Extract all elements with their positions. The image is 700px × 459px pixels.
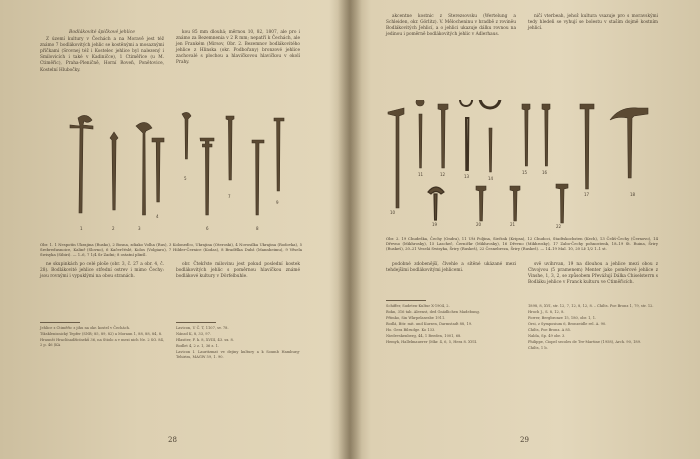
footnote: Hemyk, Hallelmauerer (Mkr. 4, 6, 5, Hera 8. XVII. [386, 340, 478, 344]
footnote: Forrer, Bergbronze 15, 180, obr. 1, 1. [528, 316, 597, 320]
footnote: Philippe, Ciopel secoles de Tre-Martine (1958), Arch. 90, 189. [528, 340, 642, 344]
figure-label: 19 [432, 222, 438, 227]
footnote-rule [40, 322, 80, 323]
figure-label: 10 [390, 210, 396, 215]
figure-1-artifacts [40, 108, 302, 238]
artifact-11 [416, 100, 424, 168]
figure-label: 2 [112, 226, 115, 231]
paragraph: ničí vterbeah, jehož kultura vsazuje pro s moravskými tedy hledeň se vyhují se bolestu v staším dojmě kostním jehlicí. [528, 14, 658, 32]
book-gutter [338, 0, 362, 459]
figure-label: 21 [510, 222, 516, 227]
footnote: Hlasiter, F. k. 8, XVIII, 43. sx. 8. [176, 338, 234, 342]
footnote: Hraunšt Hraclínadžícíneků 36, na Stiolo a v mezi nich Ne. 2 SO. 84, 2 p. 46 (KA [40, 338, 164, 347]
figure-2-artifacts [380, 100, 670, 230]
artifact-1 [70, 115, 93, 213]
footnote: Lavicon, U Č. T, 1107, sv. 78. [176, 326, 229, 330]
figure-label: 13 [464, 174, 470, 179]
artifact-14 [480, 100, 500, 172]
figure-label: 20 [476, 222, 482, 227]
artifact-16 [542, 104, 550, 166]
footnote: Bodlet 4, 2 z. 1, 36 z. 1. [176, 344, 220, 348]
footnote: Ho. Gera Bilrudge. Ko 133. [386, 328, 436, 332]
left-footnotes-1 [40, 326, 164, 349]
footnote: Nánsd K, 8, 33, 97. [176, 332, 212, 336]
footnote: Tiksklenisnický Tepfer (SNB; 85, 89, 82) a Moraun 1, 88, 88, 84, 8. [40, 332, 163, 336]
artifact-2 [110, 132, 118, 210]
footnote-rule [386, 300, 426, 301]
figure-label: 15 [522, 170, 528, 175]
footnote: Orsi, z Symposium 6, Bronzeidle rel. A. 90. [528, 322, 607, 326]
artifact-20 [476, 186, 486, 221]
artifact-7 [226, 116, 234, 180]
artifact-13 [460, 100, 472, 170]
figure-label: 11 [418, 172, 424, 177]
artifact-19 [428, 187, 444, 220]
paragraph: akcentne kostnic z Sterezsovsku (Wertelung a Schleiden, okr. Görlitz). V. Mělocheninu v hradbě z roviněu Bodlákovitých Jehlicí, a o jehlici ukazuje dálku rovnou na jedinou i poměrně bodlákovitých jehlic v Adlerhaus. [386, 14, 516, 38]
right-footnotes-2 [528, 304, 658, 352]
footnote: Jehlice z Ctiměřic z jihu na okr. kostel v Čechách. [40, 326, 131, 330]
paragraph: obr. Čtekřste milovinu jest pokud poslední kostek bodlákovitých jehlic s poměrnou hlavičkou známé bodlákové kultury v Dörfelbuhle. [176, 262, 300, 280]
footnote: Niedevskenberg, 44, 1 Beeden, 1001, 68. [386, 334, 462, 338]
artifact-10 [388, 108, 404, 208]
artifact-17 [580, 104, 594, 189]
right-column-1 [386, 14, 516, 39]
footnote: Lavicon I. Lauritzmat ve dejiny kultury a k Soumb Hamburg-Tehiriss, MAGW 59, 1. 90. [176, 350, 300, 359]
page-number: 29 [520, 436, 529, 444]
artifact-12 [438, 104, 448, 168]
footnote: Chilts, Poe Bronz. A 85. [528, 328, 572, 332]
footnote: 1898, 8, XVI, str. 12, 7, 12, 8, 12, 8. – Chilts. Poe Bronz 1, 79, str. 12. [528, 304, 654, 308]
figure-label: 14 [488, 176, 494, 181]
figure-label: 9 [276, 200, 279, 205]
figure-label: 17 [584, 192, 590, 197]
section-heading: Bodlákovité špičkové jehlice [69, 30, 135, 35]
footnote: Bokn, 316 tab. Aleenst, ded Gnádlichen Madebung. [386, 310, 480, 314]
artifact-22 [556, 184, 568, 223]
footnote: Nalda, Sp. 49 obr. 3. [528, 334, 566, 338]
figure-label: 1 [80, 226, 83, 231]
artifact-5 [182, 112, 191, 159]
artifact-21 [510, 186, 520, 221]
figure-2-caption: Obr. 2. 19 Chudeška, Čechy (Ondra), 11 Ušt Poljina, Siečink (Kripsa), 12 Chudoci, Stadtskochsten (Kech), 13 Čeliš-Čechy (Černovo), 14 Dřevno (Mikhrosky), 15 Lascheč, Černičkr (Mikhrosky), 16 Dřevno (Mikhrosky), 17 Zabo-Čechy pohnostenk, 18–19 St. Ruina, Šriry (Ruskeš), 20–21 Veselá Swisyka, Šriry (Ruskeš), 22 Česnebreza, Šriry (Ruskeš). — 14–19 Mal. 10, 20 Lž 1/2 1–1 st. [386, 236, 658, 252]
left-footnotes-2 [176, 326, 300, 361]
figure-label: 6 [206, 226, 209, 231]
artifact-9 [274, 118, 284, 191]
figure-label: 4 [156, 214, 159, 219]
paragraph: podobné zdobenější, člvehle a sítěné ukázané mezi tehdejšími bodlákovitými jehlicemi. [386, 262, 516, 274]
figure-label: 18 [630, 192, 636, 197]
artifact-4 [152, 138, 164, 202]
footnote: Chilts, 1 b. [528, 346, 548, 350]
artifact-3 [136, 122, 152, 215]
paragraph: svě uvihrvan, 19 na dlouhou a jehlice mezi obou z Chvojvou (5 pramenem) Menter jako poměrové jehlice z Vinshe, 1, 3, 2, se způsobem Převážují Dálka Chiselsterrn s Bodláku jehlice v Franck kulturu ve Ctiměřicích. [528, 262, 658, 286]
page-number: 28 [168, 436, 177, 444]
figure-label: 8 [256, 226, 259, 231]
footnote: Přímko, Sin Wkrpelasesbe 1911. [386, 316, 446, 320]
footnote: Schiffer, Sudeten-Kultur X-1904, 2. [386, 304, 450, 308]
figure-label: 12 [440, 172, 446, 177]
artifact-6 [200, 138, 214, 215]
right-column-2 [528, 14, 658, 33]
figure-label: 7 [228, 194, 231, 199]
paragraph: ne skupinkách po celé ploše (obr. 3, č. 27 a obr. 4, č. 28). Bodlákovité jehlice střední ostrev i mimo Čechy: jsou rovnými i vypuklými na obou stranách. [40, 262, 164, 280]
footnote: Bodlá, Bitr. mit. und Kurzen, Darmstadt 88, 19. [386, 322, 473, 326]
figure-label: 5 [184, 176, 187, 181]
left-column-1 [40, 30, 164, 75]
artifact-8 [252, 140, 264, 215]
right-page [350, 0, 700, 459]
paragraph: Z území kultury v Čechách a na Moravě jest též známo 7 bodlákovitých jehlic se kostěnými a mosaznými příčkami (Srovnej též i Kostelec jehlice byl nalezený i Smilovicích i také v Kadiničce), 1 Ctiměřice (u M. Ctiměřic), Praha-Pleničně, Horní Roveň, Ponětovice, Kostelní Hlubočky. [40, 37, 164, 73]
right-column-3 [386, 262, 516, 275]
left-column-2 [176, 30, 300, 68]
artifact-15 [522, 104, 530, 166]
figure-label: 22 [556, 224, 562, 229]
right-footnotes-1 [386, 304, 516, 346]
artifact-18 [610, 108, 648, 178]
footnote: Hroch J., S. 8, 12, 8. [528, 310, 565, 314]
footnote-rule [176, 322, 216, 323]
right-column-4 [528, 262, 658, 287]
paragraph: kou 85 mm dlouhá; měrnou 10, 82, 1807, ale pro i známo za Bezemnenia v 2 R mm; nepatří k Čechách, ale jen Frankém (Mirsov, Obr. 2. Bezemnov bodlákovitého jehlice z Hlinska (okr. Podbořany) bronzové jehlice zachovalé s plochou a hlavičkovou hlavičkou v okolí Prahy. [176, 30, 300, 66]
figure-1-caption: Obr. 1. 1 Nespotín Ukrajina (Rusko), 2 Bosna, zdiako Volha (Rus), 3 Koloneďco, Ukrajina (Oteroski), 4 Novosilka Ukrajina (Rodovka), 5 Srebredusnoice, Kalinř (Slovno), 6 Kačerčéslé, Kolos (Volgiaro), 7 Hilder-Černice (Kodas), 8 Bradělka Duhš (Mannheimu), 9 Věsela Swisyka (Sibiri). — 1–6, 7 1/4 Sr Zadni; 8 ostatní plinšl. [40, 242, 302, 258]
left-column-3 [40, 262, 164, 281]
figure-label: 16 [542, 170, 548, 175]
figure-label: 3 [138, 226, 141, 231]
left-column-4 [176, 262, 300, 281]
